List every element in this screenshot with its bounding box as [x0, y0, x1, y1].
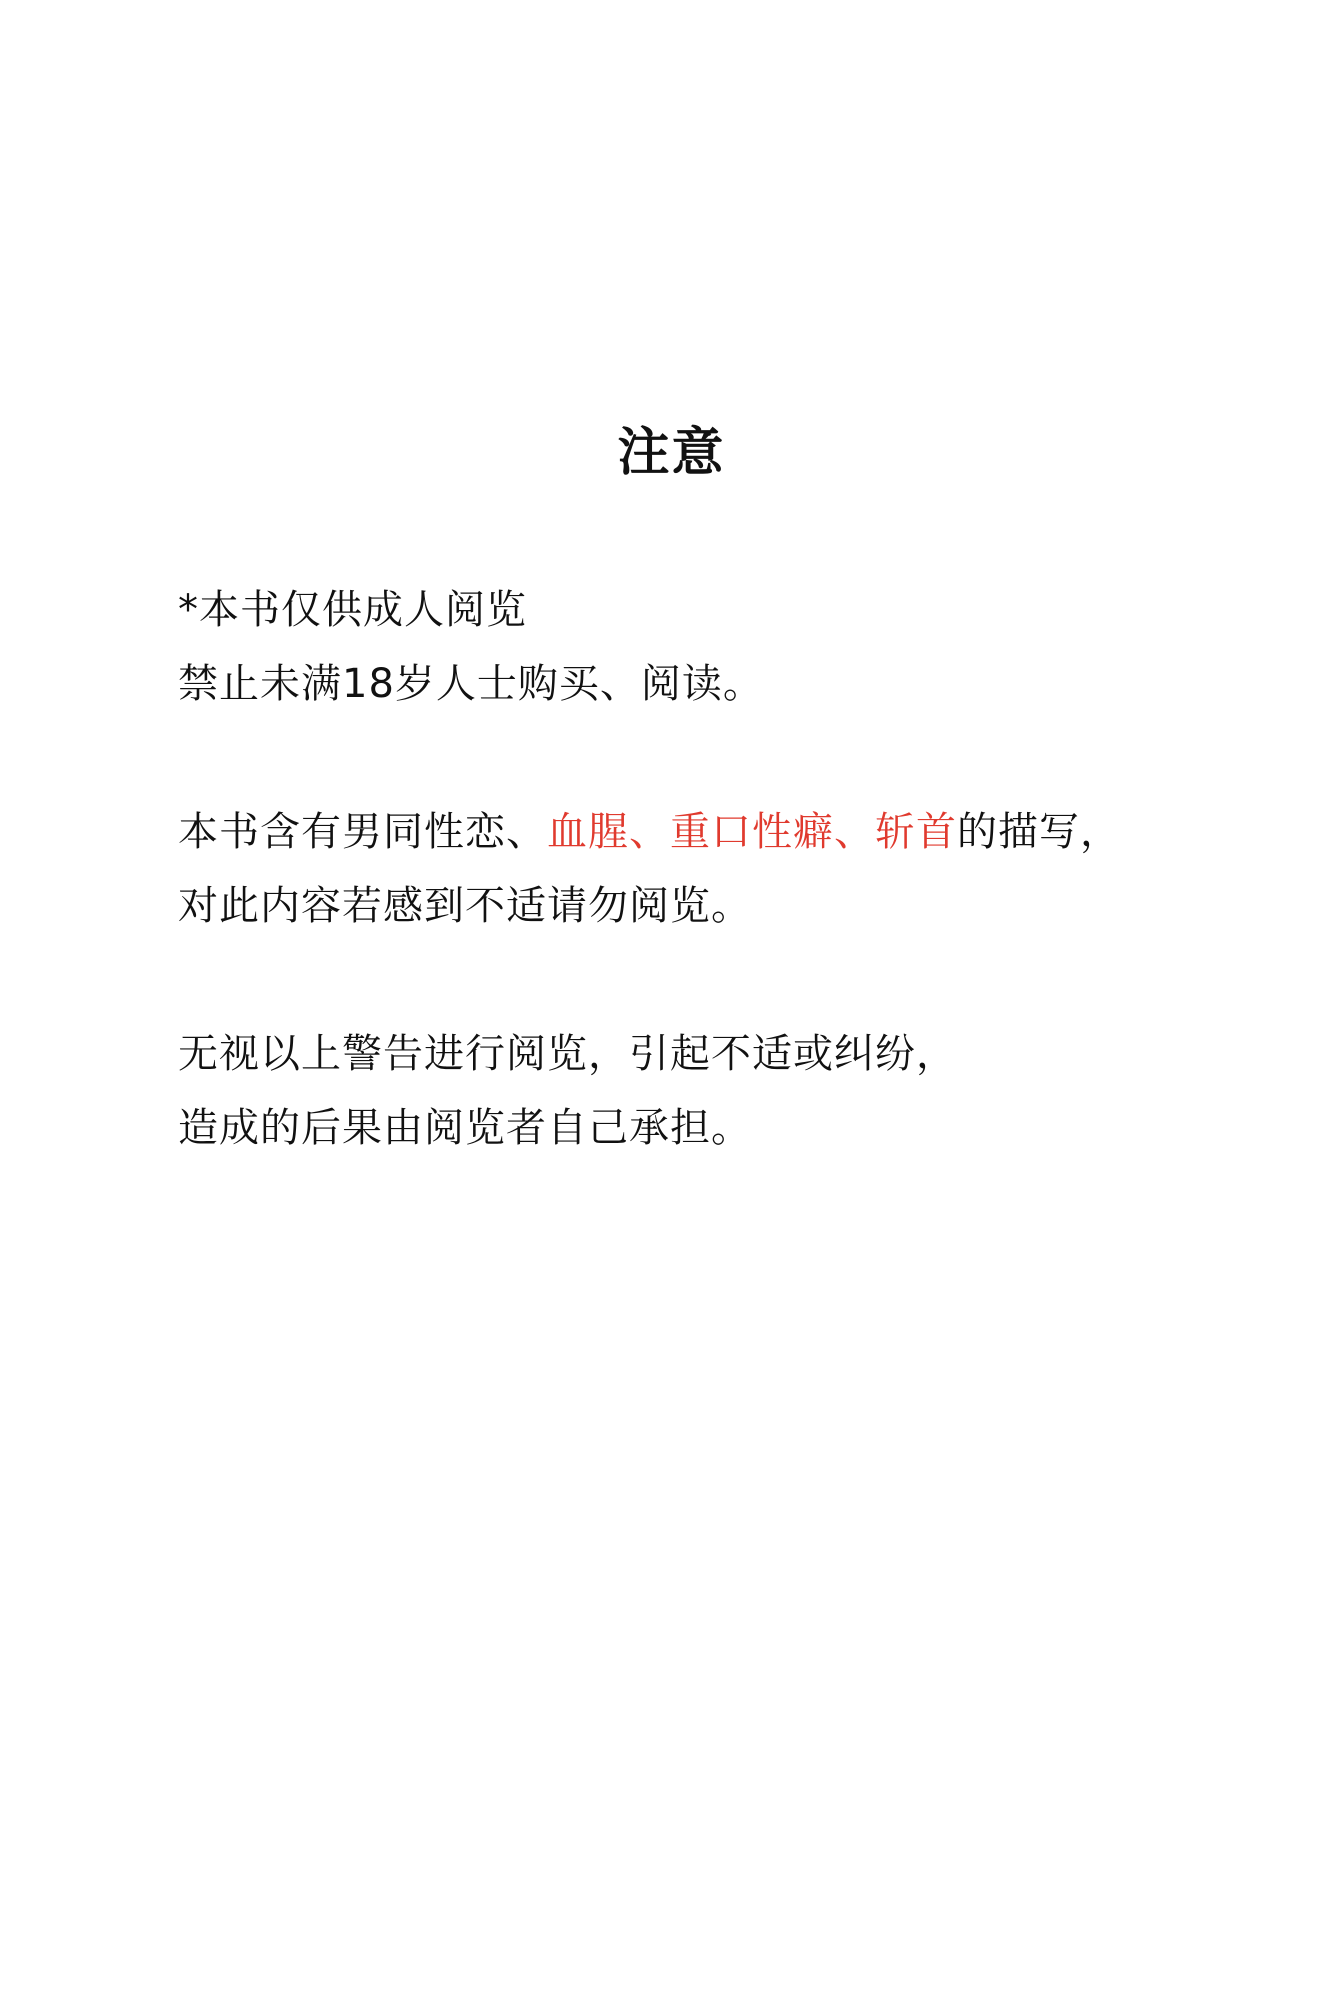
paragraph-2-line-1-after: 的描写，	[957, 809, 1121, 855]
paragraph-1-line-2: 禁止未满18岁人士购买、阅读。	[178, 661, 764, 707]
page-title: 注意	[617, 422, 726, 483]
paragraph-2-line-1	[178, 804, 1121, 860]
paragraph-2-line-2: 对此内容若感到不适请勿阅览。	[178, 883, 752, 929]
paragraph-3-line-1: 无视以上警告进行阅览，引起不适或纠纷，	[178, 1031, 957, 1077]
paragraph-1-line-1: *本书仅供成人阅览	[178, 587, 527, 633]
content-warning-highlight: 血腥、重口性癖、斩首	[547, 809, 957, 855]
paragraph-3-line-2: 造成的后果由阅览者自己承担。	[178, 1105, 752, 1151]
paragraph-2-line-1-before: 本书含有男同性恋、	[178, 809, 547, 855]
